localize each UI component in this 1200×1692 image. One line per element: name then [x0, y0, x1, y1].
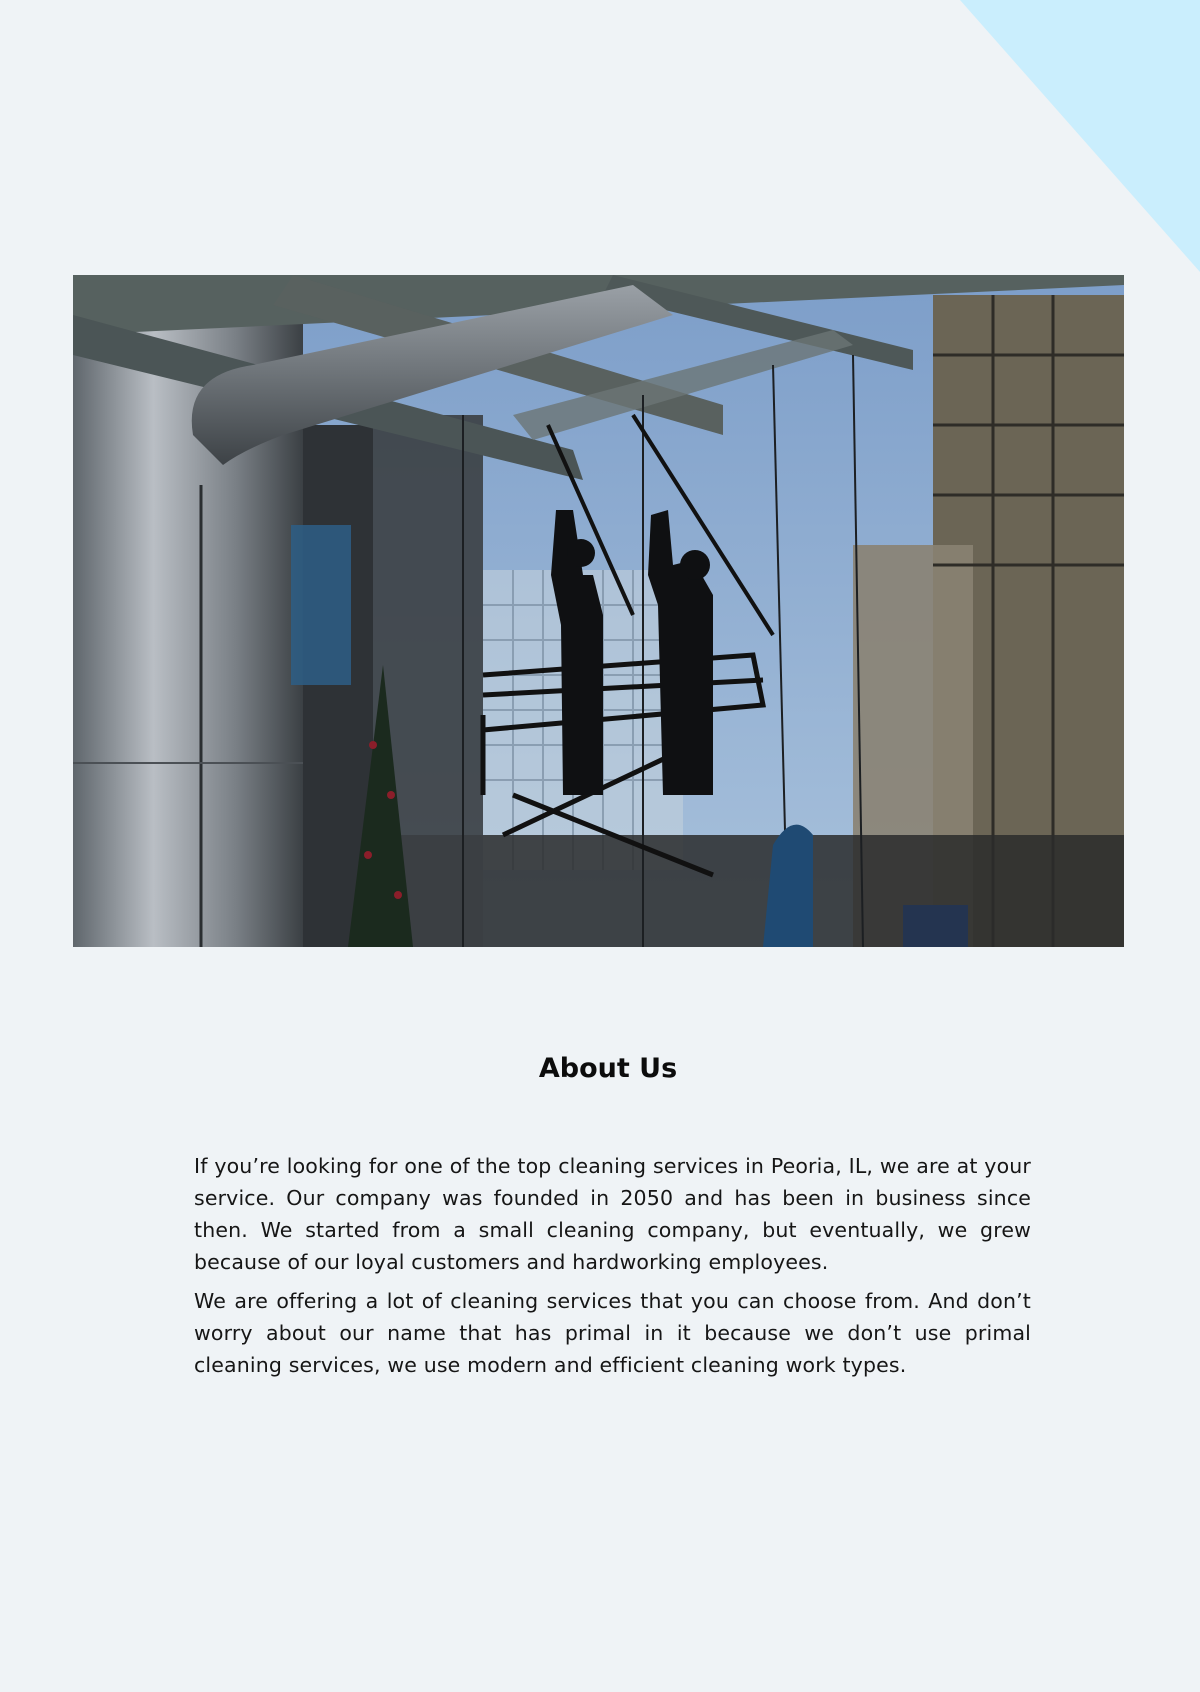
- about-paragraph-1: If you’re looking for one of the top cleaning services in Peoria, IL, we are at your service. Our company was founded in 2050 and has been in business since then. We started from a small cleaning company, but eventually, we grew because of our loyal customers and hardworking employees.: [194, 1154, 1031, 1274]
- about-us-heading: About Us: [538, 1053, 678, 1084]
- corner-decoration: [960, 0, 1200, 272]
- photo-illustration: [73, 275, 1124, 947]
- hero-photo-window-cleaners: [73, 275, 1124, 947]
- about-us-body: [194, 1150, 1031, 1388]
- about-paragraph-2: We are offering a lot of cleaning services that you can choose from. And don’t worry about our name that has primal in it because we don’t use primal cleaning services, we use modern and efficient cleaning work types.: [194, 1289, 1031, 1377]
